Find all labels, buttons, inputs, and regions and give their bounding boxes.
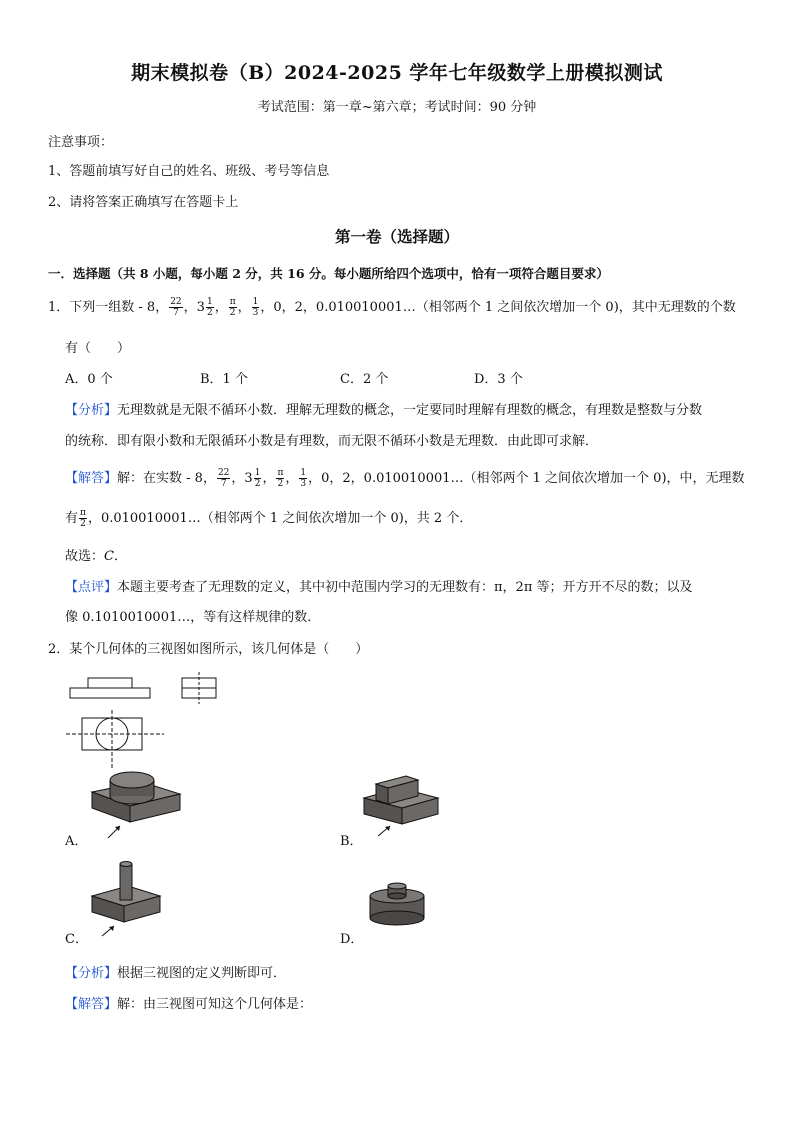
fraction-1-3: $\frac{1}{3}$ [252, 297, 259, 318]
solution-tag: 【解答】 [65, 471, 118, 486]
q1-solution-line1: 【解答】解：在实数 - 8， $\frac{22}{7}$ ，3 $\frac{1}{2}$ ， $\frac{\pi}{2}$ ， $\frac{1}{3}$ ，0，2，0.010010001…（相邻两个 1 之间依次增加一个 0)，中，无理数 [65, 468, 745, 489]
q2-option-b-label: B． [340, 834, 363, 849]
option-c-solid [88, 858, 168, 938]
q1-comment-line1: 【点评】本题主要考查了无理数的定义，其中初中范围内学习的无理数有：π，2π 等；开方开不尽的数；以及 [65, 580, 693, 595]
q1-stem-line1: 1．下列一组数 - 8， $\frac{22}{7}$ ，3 $\frac{1}{2}$ ， $\frac{\pi}{2}$ ， $\frac{1}{3}$ ，0，2，0.010010001…（相邻两个 1 之间依次增加一个 0)，其中无理数的个数 [48, 297, 736, 318]
q2-stem: 2．某个几何体的三视图如图所示，该几何体是（ ） [48, 642, 369, 657]
note-item-1: 1、答题前填写好自己的姓名、班级、考号等信息 [48, 164, 330, 179]
option-b-solid [360, 770, 450, 840]
section-title: 第一卷（选择题） [334, 227, 459, 246]
q1-solution-line2: 有 $\frac{\pi}{2}$ ，0.010010001…（相邻两个 1 之间依次增加一个 0)，共 2 个． [65, 508, 473, 529]
notes-heading: 注意事项： [48, 135, 114, 150]
three-views-figure [60, 670, 240, 780]
q1-option-c: C．2 个 [340, 372, 389, 387]
q2-option-d-label: D． [340, 932, 364, 947]
q1-comment-line2: 像 0.1010010001…，等有这样规律的数． [65, 610, 321, 625]
q2-option-c-label: C． [65, 932, 88, 947]
option-a-solid [88, 770, 188, 840]
fraction-pi-2: $\frac{\pi}{2}$ [229, 297, 236, 318]
option-d-solid [366, 880, 430, 930]
q1-option-b: B．1 个 [200, 372, 248, 387]
q2-option-a-label: A． [65, 834, 88, 849]
q2-solution: 【解答】解：由三视图可知这个几何体是： [65, 997, 313, 1012]
q2-analysis: 【分析】根据三视图的定义判断即可． [65, 966, 287, 981]
fraction-22-7: $\frac{22}{7}$ [170, 297, 182, 318]
q1-suffix: ，0，2，0.010010001…（相邻两个 1 之间依次增加一个 0)，其中无理数的个数 [260, 300, 736, 315]
q1-option-d: D．3 个 [474, 372, 523, 387]
analysis-tag: 【分析】 [65, 403, 118, 418]
q1-prefix: 1．下列一组数 - 8， [48, 300, 169, 315]
mixed-number: 3 $\frac{1}{2}$ [196, 297, 213, 318]
q1-stem-line2: 有（ ） [65, 341, 131, 356]
q1-choice: 故选：C． [65, 549, 127, 564]
exam-info: 考试范围：第一章~第六章；考试时间：90 分钟 [257, 100, 537, 115]
note-item-2: 2、请将答案正确填写在答题卡上 [48, 195, 239, 210]
comment-tag: 【点评】 [65, 580, 118, 595]
q1-analysis-line2: 的统称．即有限小数和无限循环小数是有理数，而无限不循环小数是无理数．由此即可求解． [65, 434, 599, 449]
q1-option-a: A．0 个 [65, 372, 113, 387]
page-title: 期末模拟卷（B）2024-2025 学年七年级数学上册模拟测试 [131, 62, 663, 84]
q1-analysis-line1: 【分析】无理数就是无限不循环小数．理解无理数的概念，一定要同时理解有理数的概念，有理数是整数与分数 [65, 403, 703, 418]
part-heading: 一．选择题（共 8 小题，每小题 2 分，共 16 分。每小题所给四个选项中，恰有一项符合题目要求） [48, 266, 609, 281]
